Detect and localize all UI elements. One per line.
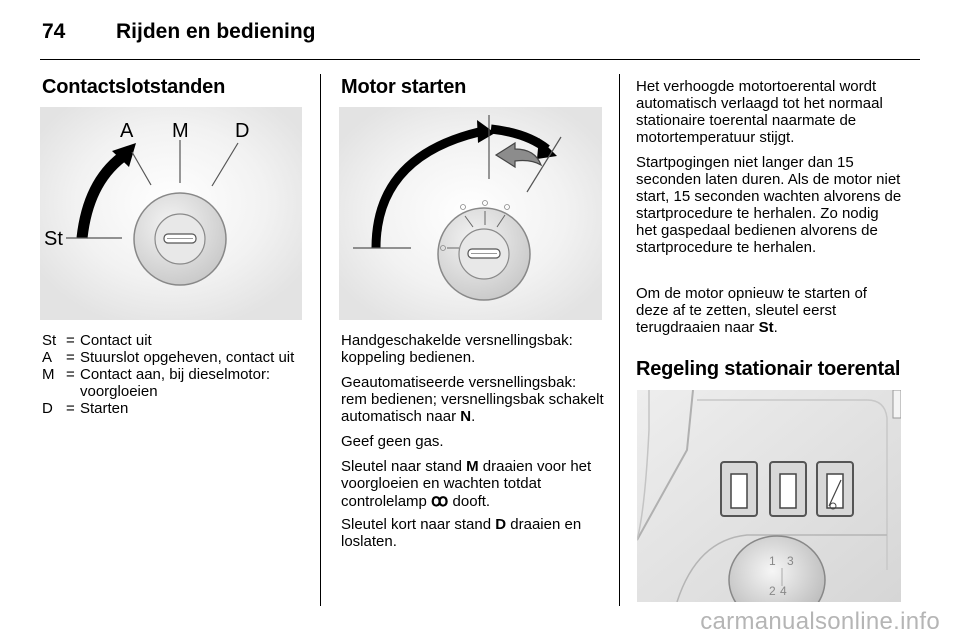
definition-row <box>42 400 300 417</box>
engine-start-figure <box>339 107 602 320</box>
column-divider-2 <box>619 74 620 606</box>
paragraph-start-turn: Sleutel kort naar stand D draaien en loslaten. <box>341 516 582 550</box>
definition-value: Contact uit <box>80 332 152 349</box>
column-divider-1 <box>320 74 321 606</box>
svg-text:2: 2 <box>769 584 776 598</box>
paragraph-glow-plug: Sleutel naar stand M draaien voor het voorgloeien en wachten totdat controlelamp ꝏ dooft. <box>341 458 592 510</box>
definition-equals: = <box>66 349 75 366</box>
svg-text:1: 1 <box>769 554 776 568</box>
label-a: A <box>120 120 134 142</box>
definition-row <box>42 332 300 349</box>
idle-control-figure <box>637 390 901 602</box>
definition-key: D <box>42 400 53 417</box>
page-header-title: Rijden en bediening <box>116 20 316 43</box>
definition-value: Contact aan, bij dieselmotor: voorgloeien <box>80 366 271 400</box>
paragraph-restart: Om de motor opnieuw te starten of deze af te zetten, sleutel eerst terugdraaien naar St. <box>636 285 867 336</box>
paragraph-automated-gearbox: Geautomatiseerde versnellingsbak: rem bedienen; versnellingsbak schakelt automatisch naar N. <box>341 374 604 425</box>
definition-equals: = <box>66 400 75 417</box>
definition-equals: = <box>66 366 75 383</box>
definition-key: St <box>42 332 57 349</box>
definition-equals: = <box>66 332 75 349</box>
label-d: D <box>235 120 250 142</box>
definition-value: Starten <box>80 400 129 417</box>
svg-text:3: 3 <box>787 554 794 568</box>
section-heading-ignition-positions: Contactslotstanden <box>42 76 226 98</box>
paragraph-start-attempts: Startpogingen niet langer dan 15 seconden laten duren. Als de motor niet start, 15 seconden wachten alvorens de startprocedure te herhalen. Zo nodig het gaspedaal bedienen alvorens de startprocedure te herhalen. <box>636 154 902 256</box>
watermark: carmanualsonline.info <box>700 608 940 635</box>
paragraph-no-gas: Geef geen gas. <box>341 433 444 450</box>
definition-key: A <box>42 349 53 366</box>
section-heading-start-engine: Motor starten <box>341 76 467 98</box>
definition-row <box>42 349 300 366</box>
svg-text:4: 4 <box>780 584 787 598</box>
paragraph-idle-speed: Het verhoogde motortoerental wordt automatisch verlaagd tot het normaal stationaire toerental naarmate de motortemperatuur stijgt. <box>636 78 883 146</box>
definition-value: Stuurslot opgeheven, contact uit <box>80 349 295 366</box>
glow-plug-icon: ꝏ <box>431 491 449 510</box>
definition-list <box>42 332 300 417</box>
section-heading-idle-control: Regeling stationair toerental <box>636 358 901 380</box>
ignition-positions-figure <box>40 107 302 320</box>
label-m: M <box>172 120 189 142</box>
header-rule <box>40 59 920 60</box>
definition-row <box>42 366 300 400</box>
definition-key: M <box>42 366 55 383</box>
page-number: 74 <box>42 20 66 43</box>
label-st: St <box>44 228 63 250</box>
paragraph-manual-gearbox: Handgeschakelde versnellingsbak: koppeling bedienen. <box>341 332 573 366</box>
